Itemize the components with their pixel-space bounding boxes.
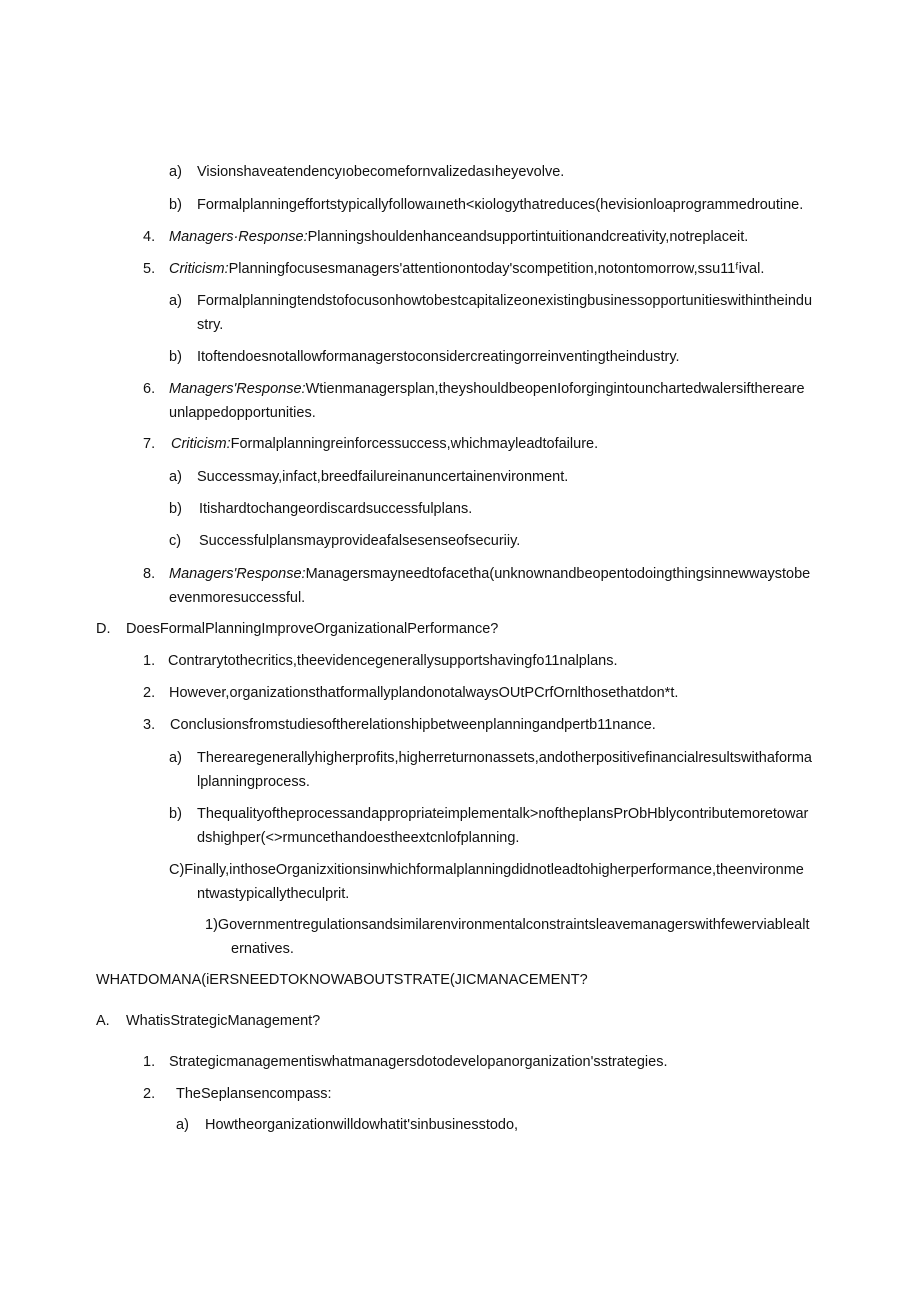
item-label: b): [169, 806, 182, 822]
item-text: DoesFormalPlanningImproveOrganizationalPerformance?: [126, 621, 499, 637]
item-text: However,organizationsthatformallyplandonotalwaysOUtPCrfOrnlthosethatdon*t.: [169, 685, 679, 701]
item-label: 1.: [143, 1054, 156, 1070]
item-text: Successfulplansmayprovideafalsesenseofsecuriiy.: [199, 533, 521, 549]
list-item: [143, 1053, 668, 1071]
list-item: [169, 500, 472, 518]
item-text: unlappedopportunities.: [169, 405, 316, 421]
list-item: [169, 196, 803, 214]
item-lead: Criticism:: [169, 261, 229, 277]
item-text: Itoftendoesnotallowformanagerstoconsidercreatingorreinventingtheindustry.: [197, 349, 680, 365]
item-label: 3.: [143, 717, 156, 733]
item-text: dshighper(<>rmuncethandoestheextcnlofplanning.: [197, 830, 520, 846]
list-item: [169, 163, 564, 181]
item-text: Visionshaveatendencyıobecomefornvalizedasıheyevolve.: [197, 164, 565, 180]
item-text: Formalplanningreinforcessuccess,whichmayleadtofailure.: [230, 436, 599, 452]
item-lead: Managers·Response:: [169, 229, 308, 245]
item-label: 8.: [143, 566, 156, 582]
item-text: Wtienmanagersplan,theyshouldbeopenIoforgingintounchartedwalersifthereare: [305, 381, 805, 397]
item-label: b): [169, 501, 182, 517]
item-text: Formalplanningeffortstypicallyfollowaıneth<κiologythatreduces(hevisionloaprogrammedroutine.: [197, 197, 804, 213]
list-item: [169, 292, 812, 310]
list-item: [205, 916, 809, 934]
item-label: a): [176, 1117, 189, 1133]
item-label: 4.: [143, 229, 156, 245]
item-text: TheSeplansencompass:: [176, 1086, 332, 1102]
item-text: ntwastypicallytheculprit.: [197, 886, 350, 902]
item-text: WHATDOMANA(iERSNEEDTOKNOWABOUTSTRATE(JICMANACEMENT?: [96, 972, 588, 988]
item-label: A.: [96, 1013, 110, 1029]
list-item-continuation: [169, 589, 305, 607]
list-item-continuation: [169, 404, 316, 422]
item-text: Contrarytothecritics,theevidencegenerallysupportshavingfo11nalplans.: [168, 653, 618, 669]
list-item: [143, 260, 764, 278]
item-label: b): [169, 349, 182, 365]
list-item: [176, 1116, 518, 1134]
list-item: [143, 228, 748, 246]
item-text: ernatives.: [231, 941, 294, 957]
item-text: evenmoresuccessful.: [169, 590, 306, 606]
list-item: [169, 861, 804, 879]
item-label: a): [169, 293, 182, 309]
list-item: [143, 1085, 332, 1103]
item-text: stry.: [197, 317, 224, 333]
list-item: [143, 716, 656, 734]
list-item-continuation: [197, 316, 223, 334]
item-text: Strategicmanagementiswhatmanagersdotodevelopanorganization'sstrategies.: [169, 1054, 668, 1070]
item-label: c): [169, 533, 182, 549]
list-item: [143, 684, 678, 702]
list-item: [169, 805, 808, 823]
item-label: a): [169, 469, 182, 485]
item-label: 7.: [143, 436, 156, 452]
list-item-continuation: [197, 773, 310, 791]
item-text: Therearegenerallyhigherprofits,higherreturnonassets,andotherpositivefinancialresultswithaforma: [197, 750, 812, 766]
item-lead: Managers'Response:: [169, 381, 306, 397]
item-text: Itishardtochangeordiscardsuccessfulplans.: [199, 501, 473, 517]
item-label: a): [169, 750, 182, 766]
item-text: 1)Governmentregulationsandsimilarenvironmentalconstraintsleavemanagerswithfewerviablealt: [205, 917, 810, 933]
item-text: Planningshouldenhanceandsupportintuitionandcreativity,notreplaceit.: [307, 229, 749, 245]
item-text: Planningfocusesmanagers'attentionontoday'scompetition,notontomorrow,ssu11ᶠival.: [228, 261, 765, 277]
item-text: WhatisStrategicManagement?: [126, 1013, 321, 1029]
item-label: b): [169, 197, 182, 213]
item-label: 1.: [143, 653, 156, 669]
item-text: Managersmayneedtofacetha(unknownandbeopentodoingthingsinnewwaystobe: [305, 566, 811, 582]
item-label: 6.: [143, 381, 156, 397]
item-label: 5.: [143, 261, 156, 277]
item-label: D.: [96, 621, 111, 637]
item-lead: Criticism:: [171, 436, 231, 452]
item-label: a): [169, 164, 182, 180]
section-heading: [96, 620, 498, 638]
item-text: C)Finally,inthoseOrganizxitionsinwhichformalplanningdidnotleadtohigherperformance,theenvironme: [169, 862, 804, 878]
item-label: 2.: [143, 1086, 156, 1102]
item-text: lplanningprocess.: [197, 774, 310, 790]
list-item: [169, 749, 812, 767]
item-text: Howtheorganizationwilldowhatit'sinbusinesstodo,: [205, 1117, 519, 1133]
list-item: [169, 532, 520, 550]
list-item: [143, 380, 805, 398]
list-item-continuation: [197, 829, 519, 847]
list-item: [143, 652, 618, 670]
item-lead: Managers'Response:: [169, 566, 306, 582]
item-text: Formalplanningtendstofocusonhowtobestcapitalizeonexistingbusinessopportunitieswithintheindu: [197, 293, 813, 309]
list-item: [143, 435, 598, 453]
list-item: [169, 348, 680, 366]
list-item: [169, 468, 568, 486]
section-heading: [96, 1012, 320, 1030]
item-text: Conclusionsfromstudiesoftherelationshipbetweenplanningandpertb11nance.: [170, 717, 656, 733]
list-item: [143, 565, 810, 583]
item-text: Thequalityoftheprocessandappropriateimplementalk>noftheplansPrObHblycontributemoretowar: [197, 806, 809, 822]
list-item-continuation: [231, 940, 294, 958]
list-item-continuation: [197, 885, 349, 903]
chapter-heading: [96, 971, 588, 989]
item-label: 2.: [143, 685, 156, 701]
item-text: Successmay,infact,breedfailureinanuncertainenvironment.: [197, 469, 569, 485]
